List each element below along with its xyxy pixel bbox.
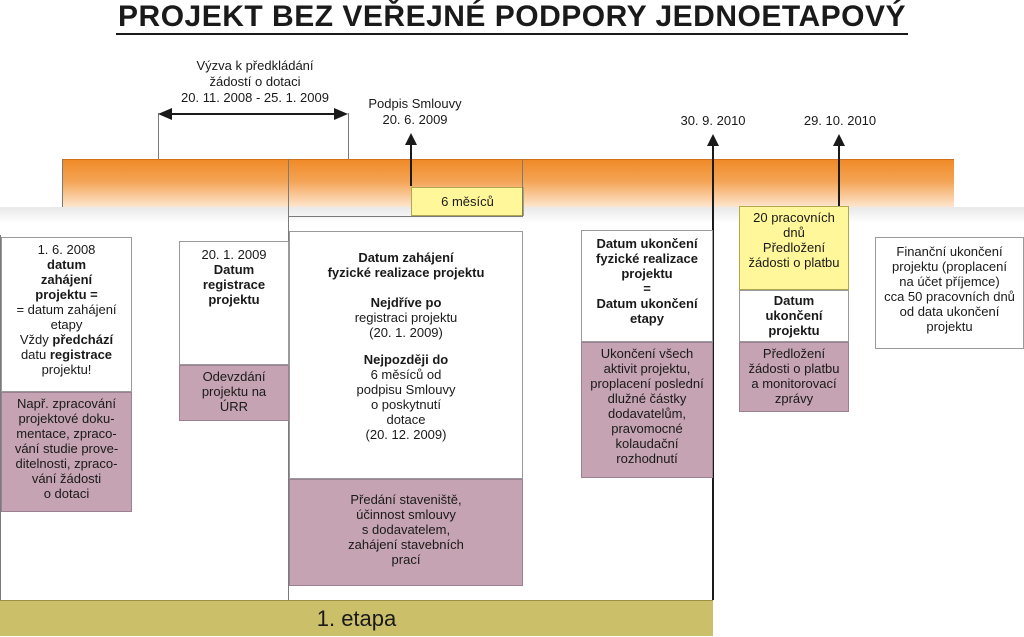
- arrow-right-icon: [334, 108, 348, 120]
- arrow-left-icon: [158, 108, 172, 120]
- project-start-note: Např. zpracování projektové doku- mentace, zpraco- vání studie prove- ditelnosti, zpraco- vání žádosti o dotaci: [1, 392, 132, 512]
- band-divider: [522, 159, 523, 216]
- end-project-stem: [838, 145, 840, 207]
- signing-label: Podpis Smlouvy 20. 6. 2009: [368, 96, 462, 127]
- physical-start-note: Předání staveniště, účinnost smlouvy s dodavatelem, zahájení stavebních prací: [289, 479, 523, 586]
- stage-bar: 1. etapa: [0, 600, 713, 636]
- registration-note: Odevzdání projektu na ÚRR: [179, 365, 289, 421]
- end-project-date: 29. 10. 2010: [803, 113, 877, 128]
- project-start-box: 1. 6. 2008 datum zahájení projektu = = datum zahájení etapy Vždy předchází datu registrace projektu!: [1, 237, 132, 392]
- end-physical-date: 30. 9. 2010: [680, 113, 746, 128]
- financial-end-box: Finanční ukončení projektu (proplacení na účet příjemce) cca 50 pracovních dnů od data ukončení projektu: [875, 237, 1024, 349]
- call-label: Výzva k předkládání žádostí o dotaci 20. 11. 2008 - 25. 1. 2009: [181, 58, 329, 105]
- call-right-tick: [348, 113, 349, 159]
- twenty-days-box: 20 pracovních dnů Předložení žádosti o platbu: [739, 206, 849, 290]
- six-months-box: 6 měsíců: [411, 187, 524, 216]
- project-end-note: Předložení žádosti o platbu a monitorovací zprávy: [739, 342, 849, 412]
- physical-end-box: Datum ukončení fyzické realizace projektu = Datum ukončení etapy: [581, 230, 713, 342]
- project-end-box: Datum ukončení projektu: [739, 290, 849, 342]
- page-title: PROJEKT BEZ VEŘEJNÉ PODPORY JEDNOETAPOVÝ: [118, 0, 906, 33]
- registration-box: 20. 1. 2009 Datum registrace projektu: [179, 241, 289, 365]
- call-arrow-line: [168, 113, 338, 115]
- physical-start-box: Datum zahájení fyzické realizace projektu Nejdříve po registraci projektu (20. 1. 2009) Nejpozději do 6 měsíců od podpisu Smlouvy o poskytnutí dotace (20. 12. 2009): [289, 231, 523, 479]
- band-divider: [288, 216, 523, 217]
- band-divider: [62, 159, 63, 207]
- physical-end-note: Ukončení všech aktivit projektu, proplacení poslední dlužné částky dodavatelům, pravomocné kolaudační rozhodnutí: [581, 342, 713, 478]
- signing-stem: [410, 144, 412, 186]
